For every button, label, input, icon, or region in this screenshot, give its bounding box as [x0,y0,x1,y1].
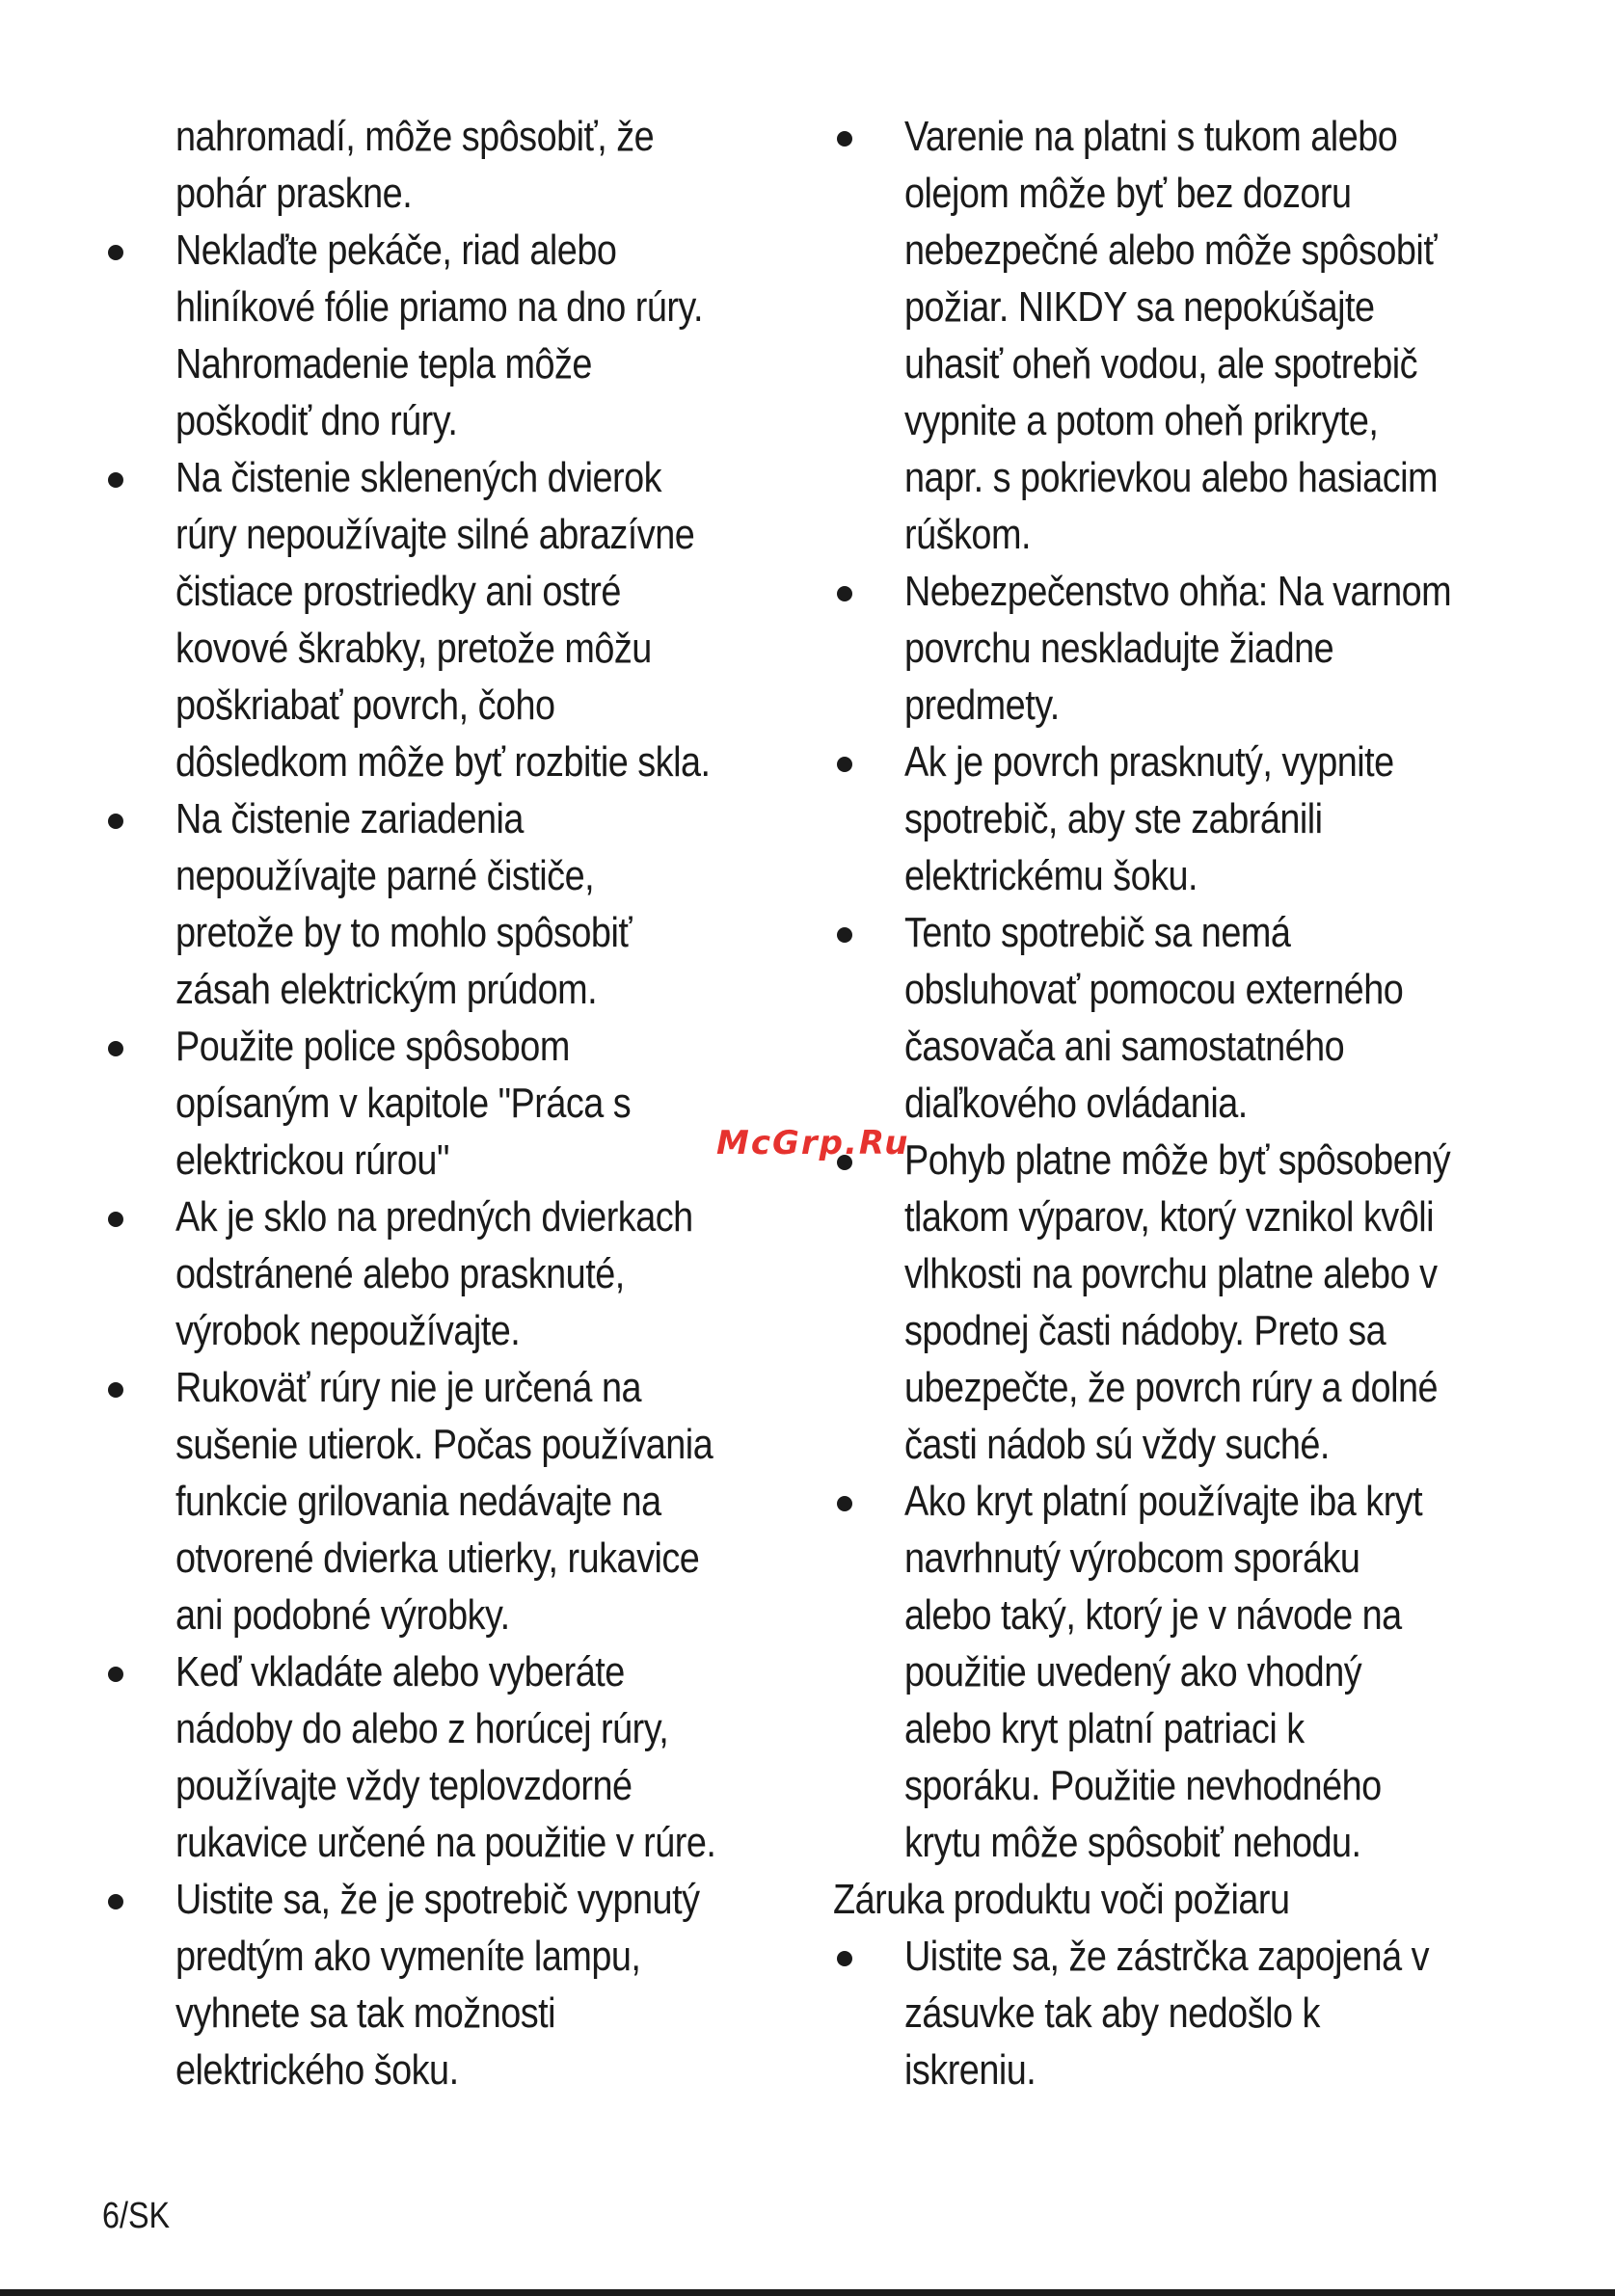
text-line: alebo taký, ktorý je v návode na [904,1591,1402,1639]
text-line: dôsledkom môže byť rozbitie skla. [175,738,711,786]
watermark: McGrp.Ru [716,1124,910,1162]
text-line: rúry nepoužívajte silné abrazívne [175,511,695,558]
text-line: rukavice určené na použitie v rúre. [175,1819,716,1866]
left-bullet-list [104,222,808,2098]
text-line: zásah elektrickým prúdom. [175,966,598,1013]
bullet-icon [837,927,852,943]
right-bullet-list-after [833,1928,1527,2098]
text-line: poškodiť dno rúry. [175,397,458,444]
text-line: Neklaďte pekáče, riad alebo [175,227,617,274]
text-line: sporáku. Použitie nevhodného [904,1762,1382,1809]
text-line: diaľkového ovládania. [904,1080,1248,1127]
text-line: nebezpečné alebo môže spôsobiť [904,227,1437,274]
text-line: nepoužívajte parné čističe, [175,852,595,899]
text-line: Uistite sa, že je spotrebič vypnutý [175,1876,700,1923]
bullet-item [833,108,1527,563]
bullet-icon [837,757,852,772]
text-line: uhasiť oheň vodou, ale spotrebič [904,340,1418,387]
text-line: spodnej časti nádoby. Preto sa [904,1307,1386,1354]
text-line: tlakom výparov, ktorý vznikol kvôli [904,1193,1435,1241]
bullet-icon [108,1041,123,1056]
text-line: požiar. NIKDY sa nepokúšajte [904,283,1375,331]
text-line: Nebezpečenstvo ohňa: Na varnom [904,568,1452,615]
bullet-item [833,904,1527,1132]
bullet-item [833,1928,1527,2098]
text-line: Na čistenie zariadenia [175,795,524,842]
text-line: vyhnete sa tak možnosti [175,1989,556,2037]
bullet-icon [837,586,852,601]
bullet-icon [837,1951,852,1966]
bullet-item [104,1359,808,1643]
right-bullet-list [833,108,1527,1871]
text-line: funkcie grilovania nedávajte na [175,1478,661,1525]
text-line: Pohyb platne môže byť spôsobený [904,1136,1451,1184]
bullet-item [833,734,1527,904]
bullet-icon [837,131,852,147]
right-column [833,108,1527,2098]
bullet-item [104,1018,808,1188]
text-line: Použite police spôsobom [175,1023,570,1070]
text-line: časovača ani samostatného [904,1023,1345,1070]
text-line: hliníkové fólie priamo na dno rúry. [175,283,704,331]
text-line: predtým ako vymeníte lampu, [175,1933,641,1980]
text-line: predmety. [904,681,1060,729]
bullet-item [104,1188,808,1359]
continued-paragraph [175,108,808,222]
text-line: elektrickému šoku. [904,852,1198,899]
text-line: alebo kryt platní patriaci k [904,1705,1305,1752]
text-line: vlhkosti na povrchu platne alebo v [904,1250,1438,1297]
text-line: krytu môže spôsobiť nehodu. [904,1819,1361,1866]
bullet-item [104,449,808,790]
text-line: nádoby do alebo z horúcej rúry, [175,1705,669,1752]
bullet-item [104,1643,808,1871]
text-line: Na čistenie sklenených dvierok [175,454,662,501]
text-line: povrchu neskladujte žiadne [904,625,1334,672]
text-line: Nahromadenie tepla môže [175,340,592,387]
bullet-item [104,1871,808,2098]
text-line: odstránené alebo prasknuté, [175,1250,625,1297]
bullet-icon [108,1382,123,1398]
text-line: napr. s pokrievkou alebo hasiacim [904,454,1438,501]
text-line: zásuvke tak aby nedošlo k [904,1989,1320,2037]
text-line: čistiace prostriedky ani ostré [175,568,621,615]
bullet-item [104,222,808,449]
text-line: Ak je povrch prasknutý, vypnite [904,738,1394,786]
text-line: Keď vkladáte alebo vyberáte [175,1648,625,1695]
text-line: spotrebič, aby ste zabránili [904,795,1323,842]
text-line: Tento spotrebič sa nemá [904,909,1291,956]
text-line: používajte vždy teplovzdorné [175,1762,633,1809]
text-line: Varenie na platni s tukom alebo [904,113,1398,160]
left-column [104,108,808,2098]
text-line: Rukoväť rúry nie je určená na [175,1364,642,1411]
bullet-icon [108,472,123,488]
bullet-item [104,790,808,1018]
text-line: ani podobné výrobky. [175,1591,510,1639]
text-line: Ako kryt platní používajte iba kryt [904,1478,1423,1525]
text-line: elektrického šoku. [175,2046,459,2094]
text-line: Ak je sklo na predných dvierkach [175,1193,693,1241]
text-line: Uistite sa, že zástrčka zapojená v [904,1933,1430,1980]
text-line: otvorené dvierka utierky, rukavice [175,1535,700,1582]
text-line: poškriabať povrch, čoho [175,681,555,729]
text-line: rúškom. [904,511,1031,558]
text-line: časti nádob sú vždy suché. [904,1421,1330,1468]
text-line: ubezpečte, že povrch rúry a dolné [904,1364,1439,1411]
text-line: pretože by to mohlo spôsobiť [175,909,633,956]
bullet-icon [108,1667,123,1682]
bullet-icon [108,1894,123,1909]
text-line: pohár praskne. [175,170,413,217]
text-line: použitie uvedený ako vhodný [904,1648,1362,1695]
section-heading: Záruka produktu voči požiaru [833,1876,1290,1923]
text-line: elektrickou rúrou" [175,1136,449,1184]
text-line: vypnite a potom oheň prikryte, [904,397,1379,444]
text-line: obsluhovať pomocou externého [904,966,1404,1013]
text-line: olejom môže byť bez dozoru [904,170,1352,217]
bullet-item [833,1132,1527,1473]
bullet-item [833,563,1527,734]
text-line: výrobok nepoužívajte. [175,1307,521,1354]
text-line: nahromadí, môže spôsobiť, že [175,113,655,160]
bullet-icon [108,814,123,829]
bullet-icon [837,1496,852,1511]
bullet-icon [108,1212,123,1227]
bullet-icon [108,245,123,260]
text-line: navrhnutý výrobcom sporáku [904,1535,1360,1582]
text-line: opísaným v kapitole "Práca s [175,1080,632,1127]
bottom-rule [0,2289,1615,2296]
text-line: kovové škrabky, pretože môžu [175,625,652,672]
page-number: 6/SK [102,2196,171,2236]
text-line: iskreniu. [904,2046,1036,2094]
text-line: sušenie utierok. Počas používania [175,1421,713,1468]
bullet-item [833,1473,1527,1871]
